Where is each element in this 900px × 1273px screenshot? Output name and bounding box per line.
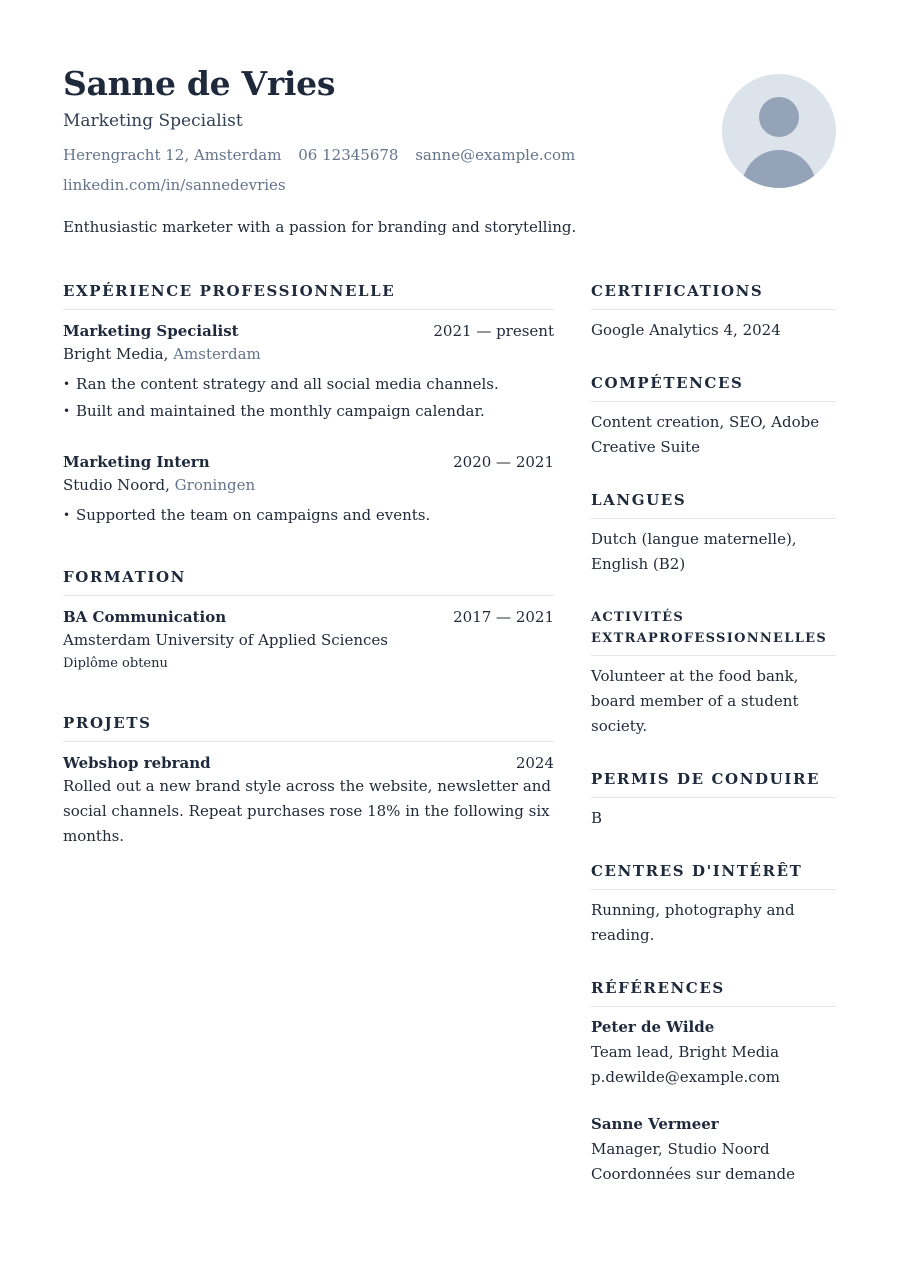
license-heading: PERMIS DE CONDUIRE: [591, 769, 836, 798]
certifications-section: [591, 281, 836, 343]
entry-header: [63, 451, 554, 473]
project-year: 2024: [515, 754, 554, 772]
reference-entry: [591, 1015, 836, 1090]
education-section: [63, 567, 554, 675]
reference-contact: Coordonnées sur demande: [591, 1165, 795, 1183]
certifications-text: Google Analytics 4, 2024: [591, 321, 781, 339]
projects-section: [63, 713, 554, 849]
bullet-item: • Ran the content strategy and all social media channels.: [63, 371, 554, 398]
references-heading: RÉFÉRENCES: [591, 978, 836, 1007]
entry-location: Amsterdam: [173, 345, 261, 363]
candidate-name: Sanne de Vries: [63, 64, 336, 103]
main-column: [63, 281, 554, 887]
user-avatar-placeholder-icon: [722, 74, 836, 188]
experience-heading: EXPÉRIENCE PROFESSIONNELLE: [63, 281, 554, 310]
summary: Enthusiastic marketer with a passion for branding and storytelling.: [63, 218, 577, 236]
certifications-heading: CERTIFICATIONS: [591, 281, 836, 310]
entry-company-line: Studio Noord, Groningen: [63, 476, 256, 494]
projects-heading: PROJETS: [63, 713, 554, 742]
avatar-shoulders: [742, 150, 816, 188]
skills-text: Content creation, SEO, Adobe Creative Suite: [591, 413, 820, 456]
experience-entry: [63, 451, 554, 529]
reference-name: Sanne Vermeer: [591, 1115, 719, 1133]
entry-dates: 2020 — 2021: [453, 453, 554, 471]
reference-entry: [591, 1112, 836, 1187]
education-entry: [63, 606, 554, 675]
entry-company-line: Bright Media, Amsterdam: [63, 345, 261, 363]
bullet-item: • Supported the team on campaigns and events.: [63, 502, 554, 529]
email[interactable]: sanne@example.com: [415, 146, 576, 164]
address: Herengracht 12, Amsterdam: [63, 146, 282, 164]
entry-note: Diplôme obtenu: [63, 656, 168, 671]
bullet-item: • Built and maintained the monthly campaign calendar.: [63, 398, 554, 425]
entry-location: Groningen: [174, 476, 256, 494]
linkedin-link[interactable]: linkedin.com/in/sannedevries: [63, 176, 286, 194]
skills-section: [591, 373, 836, 460]
sidebar-column: [591, 281, 836, 1217]
contact-line: [63, 146, 587, 164]
activities-text: Volunteer at the food bank, board member of a student society.: [591, 667, 799, 735]
skills-heading: COMPÉTENCES: [591, 373, 836, 402]
entry-header: [63, 606, 554, 628]
license-text: B: [591, 809, 603, 827]
experience-entry: [63, 320, 554, 425]
reference-role: Manager, Studio Noord: [591, 1140, 770, 1158]
project-entry: [63, 752, 554, 849]
phone: 06 12345678: [298, 146, 399, 164]
reference-role: Team lead, Bright Media: [591, 1043, 780, 1061]
education-heading: FORMATION: [63, 567, 554, 596]
license-section: [591, 769, 836, 831]
entry-header: [63, 752, 554, 774]
entry-degree: BA Communication: [63, 608, 227, 626]
avatar-head: [759, 97, 799, 137]
languages-heading: LANGUES: [591, 490, 836, 519]
references-section: [591, 978, 836, 1187]
interests-section: [591, 861, 836, 948]
languages-text: Dutch (langue maternelle), English (B2): [591, 530, 797, 573]
activities-section: [591, 607, 836, 739]
entry-header: [63, 320, 554, 342]
entry-dates: 2017 — 2021: [453, 608, 554, 626]
entry-bullets: [63, 371, 554, 425]
entry-company: Studio Noord: [63, 476, 166, 494]
interests-heading: CENTRES D'INTÉRÊT: [591, 861, 836, 890]
activities-heading: ACTIVITÉS EXTRAPROFESSIONNELLES: [591, 607, 836, 656]
job-title: Marketing Specialist: [63, 111, 243, 131]
experience-section: [63, 281, 554, 529]
project-name: Webshop rebrand: [63, 754, 211, 772]
entry-company: Bright Media: [63, 345, 164, 363]
entry-role: Marketing Intern: [63, 453, 210, 471]
interests-text: Running, photography and reading.: [591, 901, 795, 944]
languages-section: [591, 490, 836, 577]
entry-role: Marketing Specialist: [63, 322, 239, 340]
entry-bullets: [63, 502, 554, 529]
project-description: Rolled out a new brand style across the website, newsletter and social channels. Repeat purchases rose 18% in the following six months.: [63, 777, 552, 845]
entry-school: Amsterdam University of Applied Sciences: [63, 631, 388, 649]
reference-contact[interactable]: p.dewilde@example.com: [591, 1068, 780, 1086]
entry-dates: 2021 — present: [433, 322, 554, 340]
reference-name: Peter de Wilde: [591, 1018, 715, 1036]
